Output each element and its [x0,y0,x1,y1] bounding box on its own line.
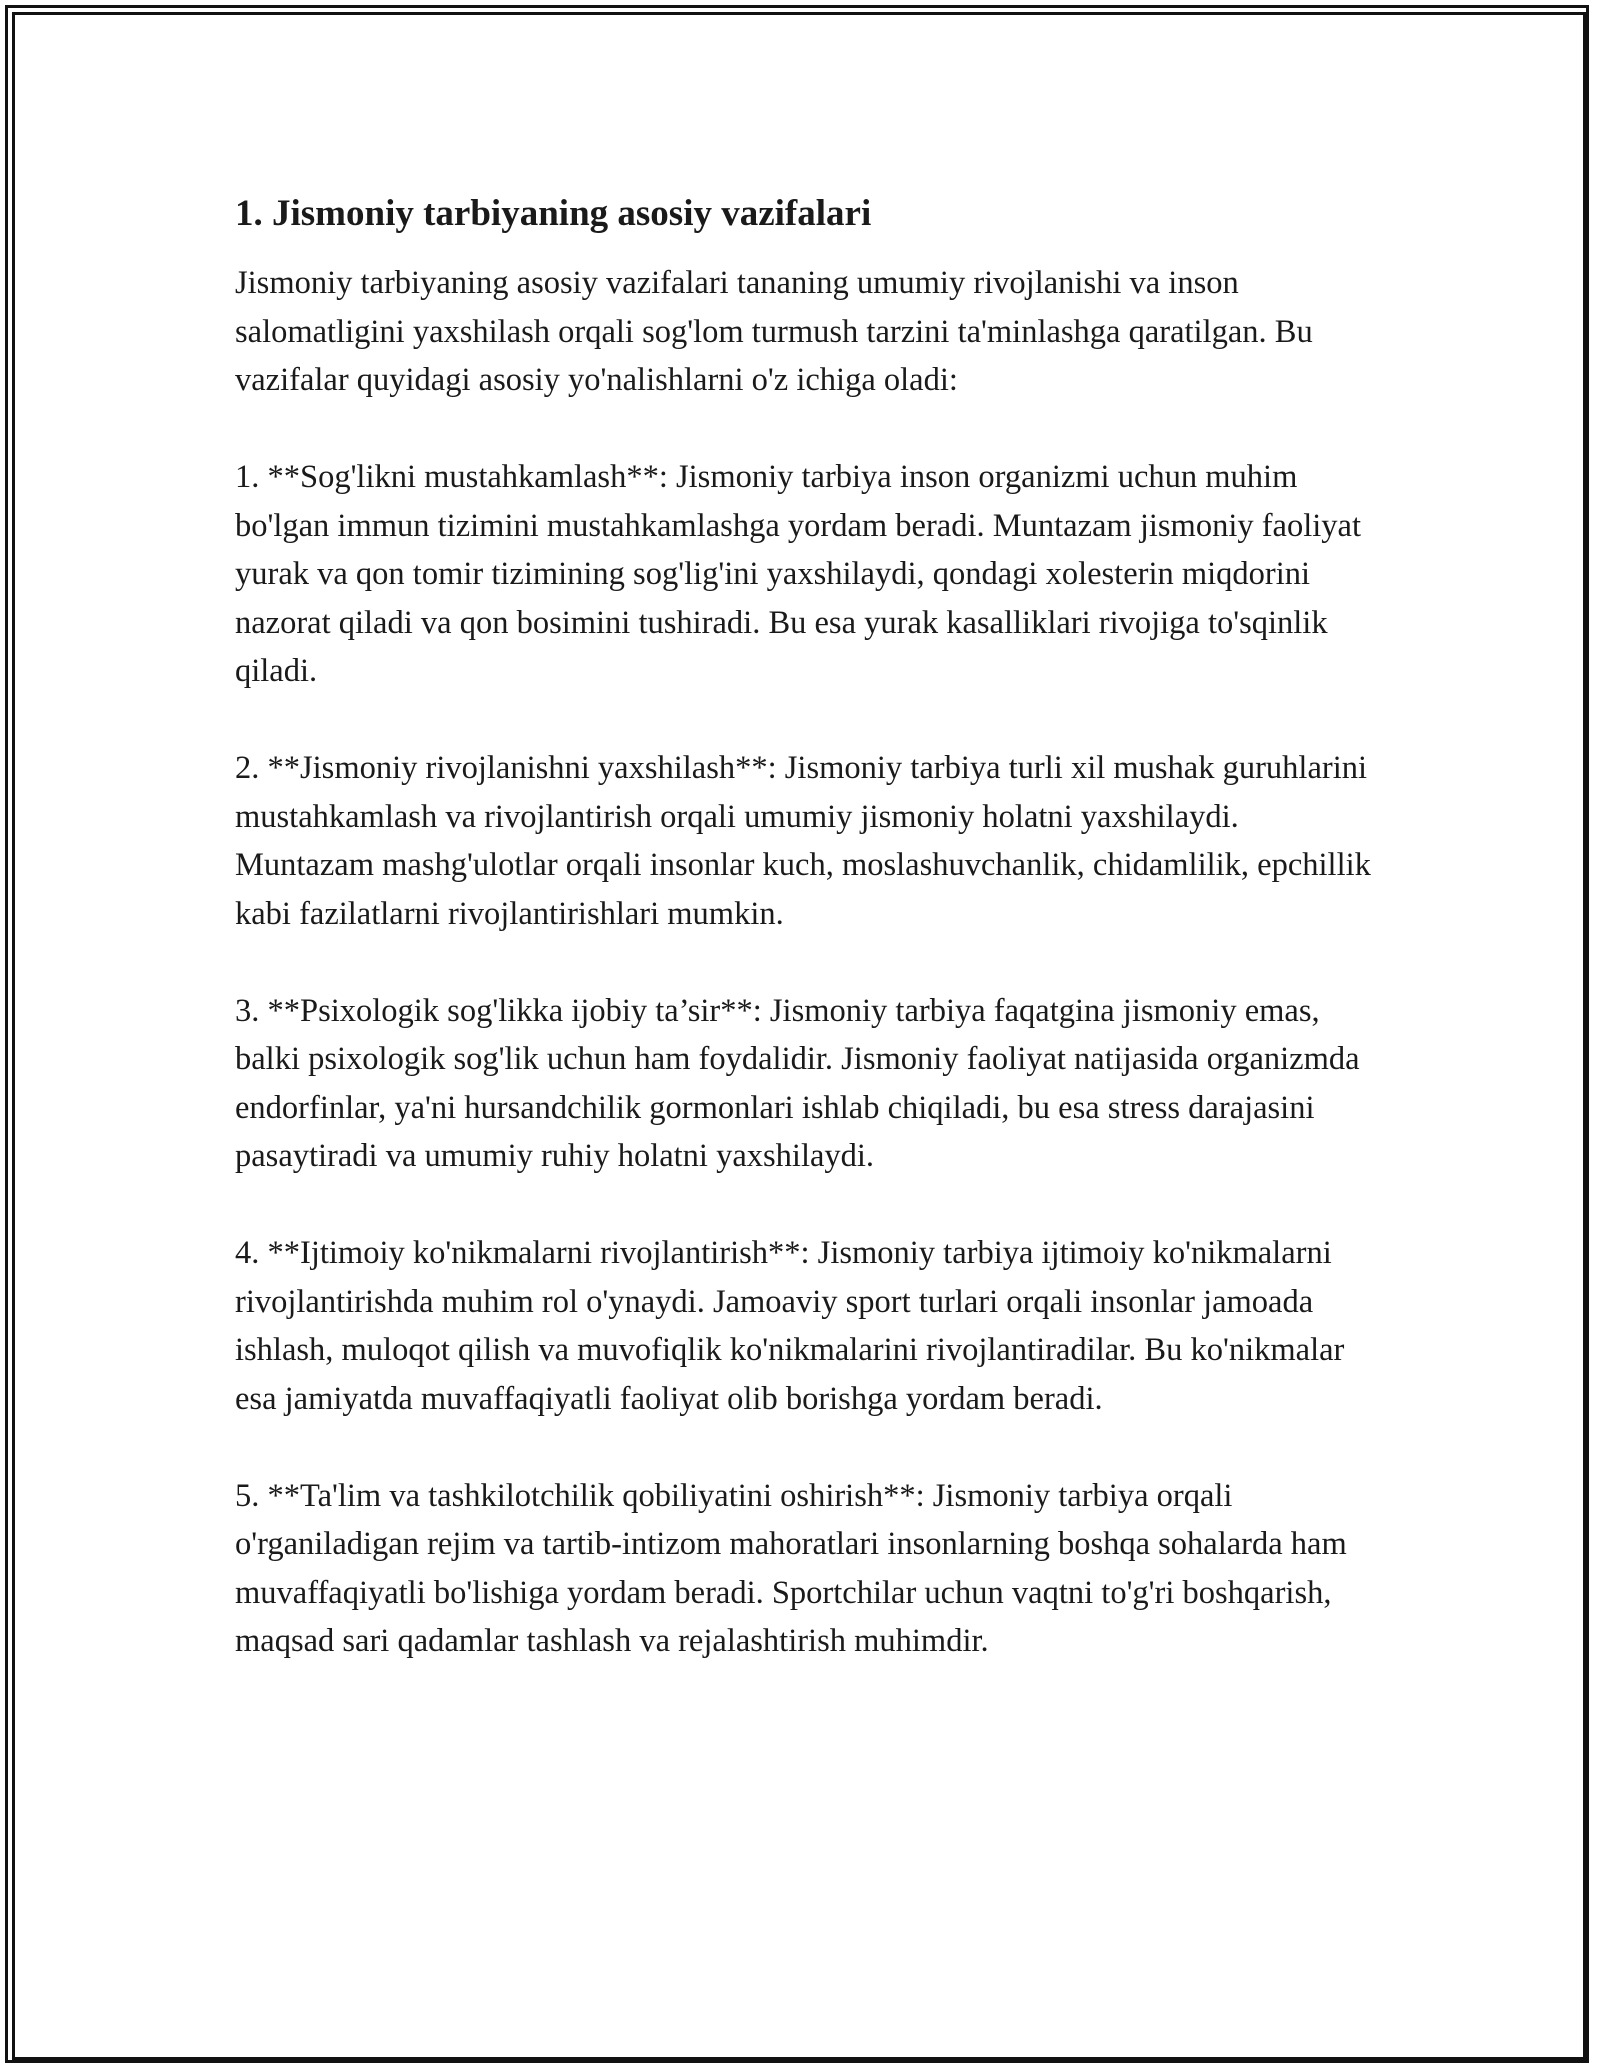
list-item-4: 4. **Ijtimoiy ko'nikmalarni rivojlantirish**: Jismoniy tarbiya ijtimoiy ko'nikmalarni rivojlantirishda muhim rol o'ynaydi. Jamoaviy sport turlari orqali insonlar jamoada ishlash, muloqot qilish va muvofiqlik ko'nikmalarini rivojlantiradilar. Bu ko'nikmalar esa jamiyatda muvaffaqiyatli faoliyat olib borishga yordam beradi. [235,1235,1345,1417]
section-title: 1. Jismoniy tarbiyaning asosiy vazifalari [235,193,872,234]
list-item-5: 5. **Ta'lim va tashkilotchilik qobiliyatini oshirish**: Jismoniy tarbiya orqali o'rganiladigan rejim va tartib-intizom mahoratlari insonlarning boshqa sohalarda ham muvaffaqiyatli bo'lishiga yordam beradi. Sportchilar uchun vaqtni to'g'ri boshqarish, maqsad sari qadamlar tashlash va rejalashtirish muhimdir. [235,1477,1347,1659]
list-item-1: 1. **Sog'likni mustahkamlash**: Jismoniy tarbiya inson organizmi uchun muhim bo'lgan immun tizimini mustahkamlashga yordam beradi. Muntazam jismoniy faoliyat yurak va qon tomir tizimining sog'lig'ini yaxshilaydi, qondagi xolesterin miqdorini nazorat qiladi va qon bosimini tushiradi. Bu esa yurak kasalliklari rivojiga to'sqinlik qiladi. [235,459,1361,689]
list-item-2: 2. **Jismoniy rivojlanishni yaxshilash**: Jismoniy tarbiya turli xil mushak guruhlarini mustahkamlash va rivojlantirish orqali umumiy jismoniy holatni yaxshilaydi. Muntazam mashg'ulotlar orqali insonlar kuch, moslashuvchanlik, chidamlilik, epchillik kabi fazilatlarni rivojlantirishlari mumkin. [235,750,1371,932]
list-item-3: 3. **Psixologik sog'likka ijobiy ta’sir**: Jismoniy tarbiya faqatgina jismoniy emas, balki psixologik sog'lik uchun ham foydalidir. Jismoniy faoliyat natijasida organizmda endorfinlar, ya'ni hursandchilik gormonlari ishlab chiqiladi, bu esa stress darajasini pasaytiradi va umumiy ruhiy holatni yaxshilaydi. [235,992,1360,1174]
document-body [235,186,1385,1666]
intro-paragraph: Jismoniy tarbiyaning asosiy vazifalari tananing umumiy rivojlanishi va inson salomatligini yaxshilash orqali sog'lom turmush tarzini ta'minlashga qaratilgan. Bu vazifalar quyidagi asosiy yo'nalishlarni o'z ichiga oladi: [235,265,1313,398]
